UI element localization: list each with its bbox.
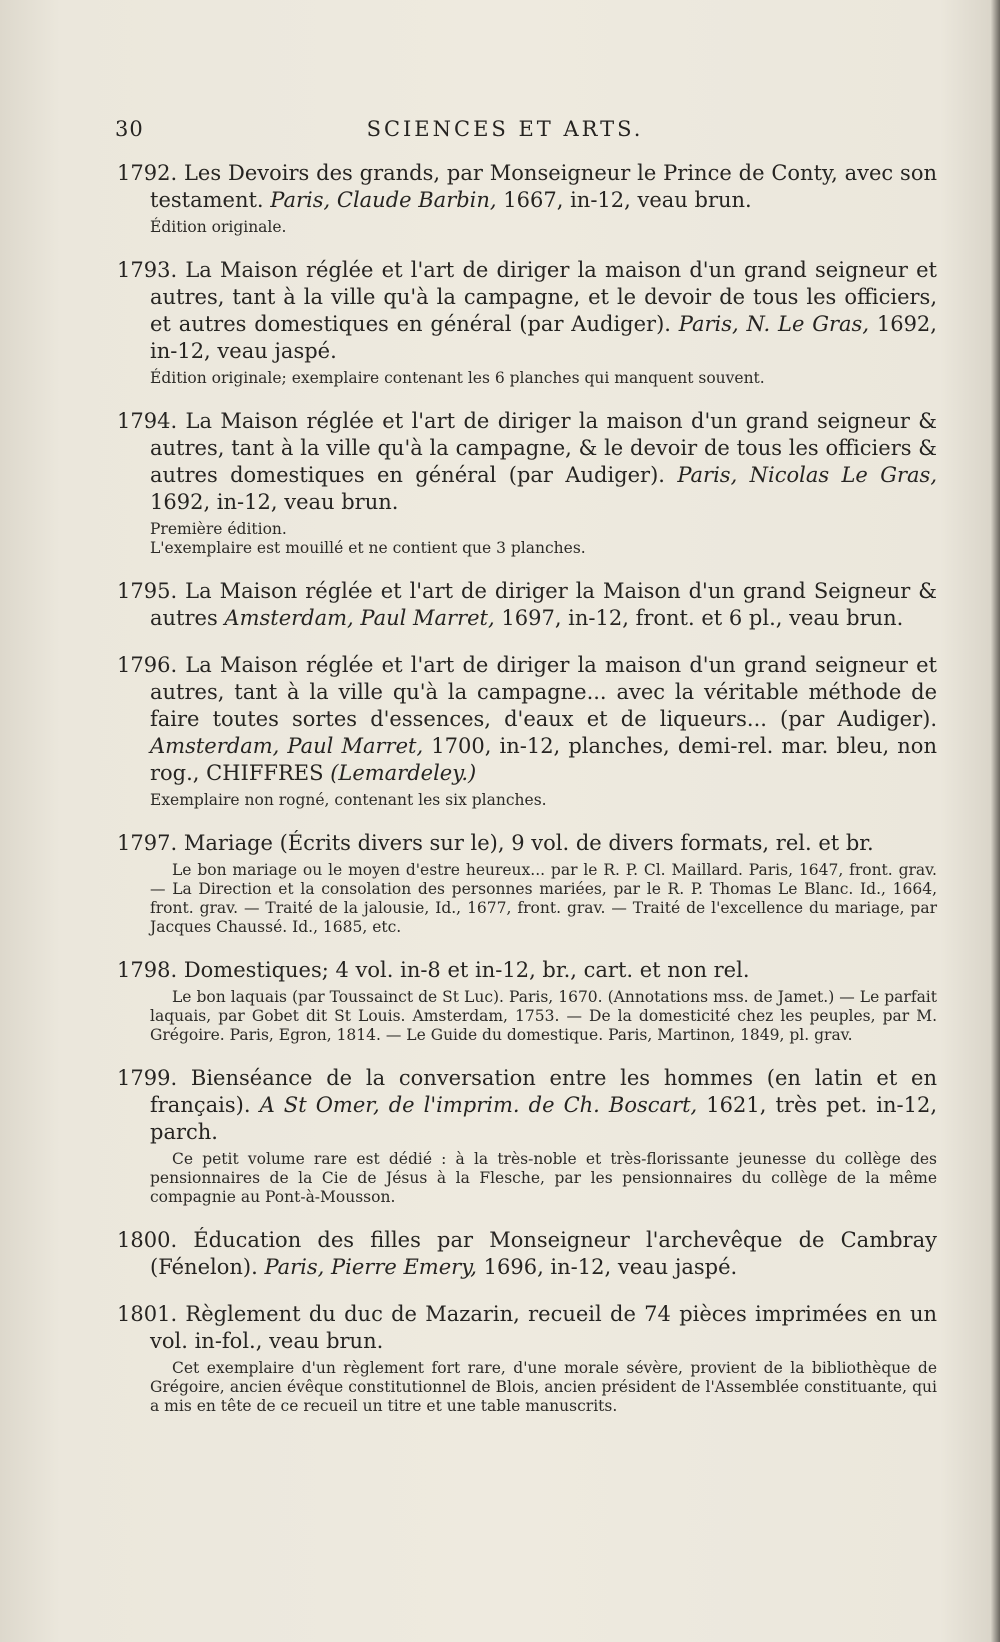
catalogue-entry — [117, 830, 937, 937]
entry-title: Éducation des filles par Monseigneur l'archevêque de Cambray (Fénelon). — [150, 1228, 937, 1279]
entry-binder: (Lemardeley.) — [330, 761, 477, 785]
entry-number: 1800. — [117, 1228, 178, 1252]
entry-description: 1621, très pet. in-12, parch. — [150, 1093, 937, 1144]
entry-title: La Maison réglée et l'art de diriger la maison d'un grand seigneur & autres, tant à la ville qu'à la campagne, & le devoir de tous les officiers & autres domestiques en général (par Audiger). — [150, 409, 937, 487]
entry-title: La Maison réglée et l'art de diriger la maison d'un grand seigneur et autres, tant à la ville qu'à la campagne... avec la véritable méthode de faire toutes sortes d'essences, d'eaux et de liqueurs... (par Audiger). — [150, 653, 938, 731]
entry-title: Bienséance de la conversation entre les hommes (en latin et en français). — [150, 1066, 937, 1117]
entry-note — [150, 861, 937, 937]
entry-number: 1801. — [117, 1302, 178, 1326]
entry-imprint: Paris, Pierre Emery, — [264, 1255, 477, 1279]
entry-note — [150, 988, 937, 1045]
entry-number: 1798. — [117, 958, 178, 982]
entry-title: La Maison réglée et l'art de diriger la maison d'un grand seigneur et autres, tant à la ville qu'à la campagne, et le devoir de tous les officiers, et autres domestiques en général (par Audiger). — [150, 258, 938, 336]
entry-note — [150, 369, 937, 388]
entry-imprint: Paris, Nicolas Le Gras, — [677, 463, 937, 487]
entry-note — [150, 1150, 937, 1207]
entry-imprint: Amsterdam, Paul Marret, — [150, 734, 424, 758]
catalogue-entry — [117, 1301, 937, 1416]
entry-number: 1796. — [117, 653, 178, 677]
entry-imprint: Amsterdam, Paul Marret, — [224, 606, 495, 630]
catalogue-entry — [117, 160, 937, 237]
entry-note — [150, 218, 937, 237]
catalogue-entry — [117, 957, 937, 1045]
page-number: 30 — [115, 117, 144, 141]
note-paragraph: Le bon laquais (par Toussainct de St Luc). Paris, 1670. (Annotations mss. de Jamet.) — Le parfait laquais, par Gobet dit St Louis. Amsterdam, 1753. — De la domesticité chez les peuples, par M. Grégoire. Paris, Egron, 1814. — Le Guide du domestique. Paris, Martinon, 1849, pl. grav. — [150, 988, 937, 1044]
entry-number: 1793. — [117, 258, 178, 282]
entry-title: Règlement du duc de Mazarin, recueil de 74 pièces imprimées en un vol. in-fol., veau brun. — [150, 1302, 937, 1353]
entry-imprint: Paris, Claude Barbin, — [270, 188, 497, 212]
entry-imprint: A St Omer, de l'imprim. de Ch. Boscart, — [259, 1093, 698, 1117]
note-line: Édition originale; exemplaire contenant les 6 planches qui manquent souvent. — [150, 369, 765, 387]
note-paragraph: Ce petit volume rare est dédié : à la très-noble et très-florissante jeunesse du collège des pensionnaires de la Cie de Jésus à la Flesche, par les pensionnaires du collège de la même compagnie au Pont-à-Mousson. — [150, 1150, 937, 1206]
entry-description: 1667, in-12, veau brun. — [503, 188, 752, 212]
catalogue-entry — [117, 408, 937, 558]
entry-title: Mariage (Écrits divers sur le), 9 vol. de divers formats, rel. et br. — [183, 831, 874, 855]
entry-imprint: Paris, N. Le Gras, — [678, 312, 870, 336]
catalogue-entry — [117, 257, 938, 388]
note-paragraph: Le bon mariage ou le moyen d'estre heureux... par le R. P. Cl. Maillard. Paris, 1647, front. grav. — La Direction et la consolation des personnes mariées, par le R. P. Thomas Le Blanc. Id., 1664, front. grav. — Traité de la jalousie, Id., 1677, front. grav. — Traité de l'excellence du mariage, par Jacques Chaussé. Id., 1685, etc. — [150, 861, 937, 936]
note-line: L'exemplaire est mouillé et ne contient que 3 planches. — [150, 539, 586, 557]
note-paragraph: Cet exemplaire d'un règlement fort rare, d'une morale sévère, provient de la bibliothèque de Grégoire, ancien évêque constitutionnel de Blois, ancien président de l'Assemblée constituante, qui a mis en tête de ce recueil un titre et une table manuscrits. — [150, 1359, 937, 1415]
note-line: Édition originale. — [150, 218, 287, 236]
entry-note — [150, 791, 937, 810]
entry-number: 1795. — [117, 579, 178, 603]
page-header — [115, 117, 895, 147]
entry-number: 1792. — [117, 161, 178, 185]
entry-description: 1696, in-12, veau jaspé. — [483, 1255, 738, 1279]
catalogue-entry — [117, 1227, 937, 1281]
catalogue-entry — [117, 652, 938, 810]
entry-title: Domestiques; 4 vol. in-8 et in-12, br., cart. et non rel. — [183, 958, 750, 982]
entry-description: 1700, in-12, planches, demi-rel. mar. bleu, non rog., CHIFFRES — [150, 734, 937, 785]
note-line: Première édition. — [150, 520, 287, 538]
entry-description: 1692, in-12, veau brun. — [150, 490, 399, 514]
catalogue-entry — [117, 1065, 937, 1207]
note-line: Exemplaire non rogné, contenant les six planches. — [150, 791, 547, 809]
entry-number: 1799. — [117, 1066, 178, 1090]
entry-number: 1797. — [117, 831, 178, 855]
catalogue-entries — [117, 160, 938, 1436]
catalogue-entry — [117, 578, 937, 632]
page-edge-shadow — [991, 0, 1000, 1642]
entry-title: Les Devoirs des grands, par Monseigneur le Prince de Conty, avec son testament. — [150, 161, 937, 212]
entry-description: 1692, in-12, veau jaspé. — [150, 312, 937, 363]
entry-description: 1697, in-12, front. et 6 pl., veau brun. — [501, 606, 904, 630]
entry-number: 1794. — [117, 409, 178, 433]
entry-note — [150, 520, 937, 558]
entry-title: La Maison réglée et l'art de diriger la Maison d'un grand Seigneur & autres — [150, 579, 937, 630]
running-head: SCIENCES ET ARTS. — [366, 117, 644, 141]
entry-note — [150, 1359, 937, 1416]
